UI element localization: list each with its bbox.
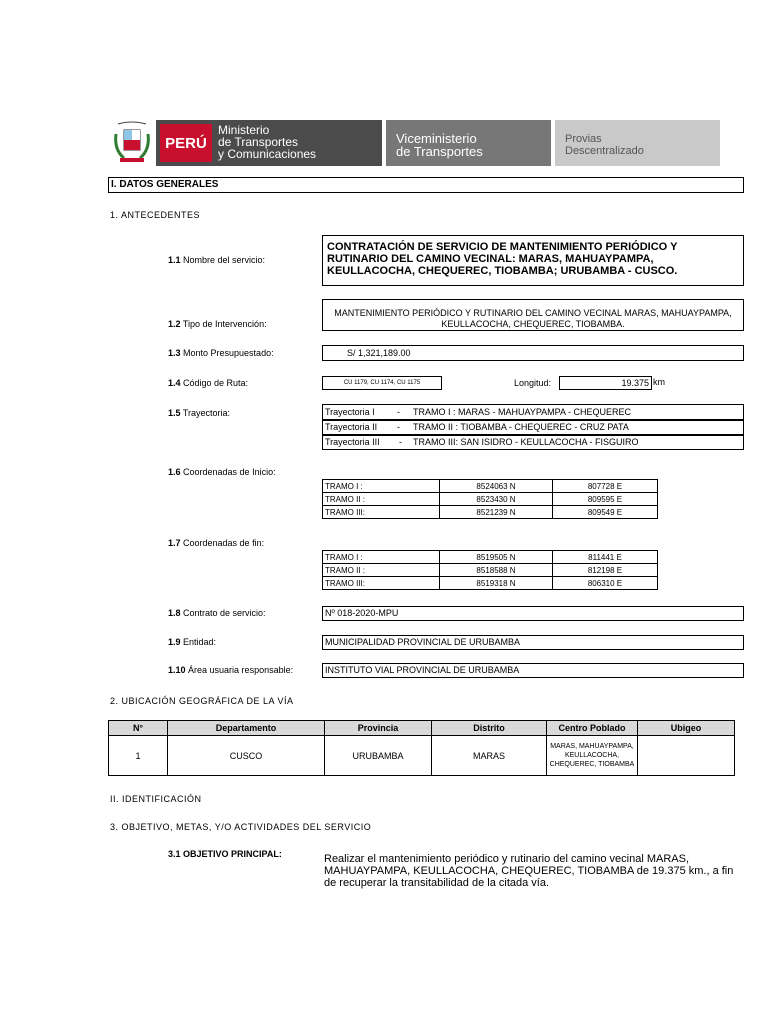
objetivo-text: Realizar el mantenimiento periódico y rutinario del camino vecinal MARAS, MAHUAYPAMPA, KEULLACOCHA, CHEQUEREC, TIOBAMBA de 19.375 km., a fin de recuperar la transitabilidad de la citada vía. — [324, 853, 734, 889]
entidad-value: MUNICIPALIDAD PROVINCIAL DE URUBAMBA — [322, 635, 744, 650]
identificacion-heading: II. IDENTIFICACIÓN — [110, 794, 202, 804]
provias-logo: Provias Descentralizado — [555, 120, 720, 166]
area-label: 1.10 Área usuaria responsable: — [168, 665, 294, 675]
tipo-value: MANTENIMIENTO PERIÓDICO Y RUTINARIO DEL CAMINO VECINAL MARAS, MAHUAYPAMPA, KEULLACOCHA, CHEQUEREC, TIOBAMBA. — [322, 299, 744, 331]
table-row: TRAMO III: 8521239 N 809549 E — [323, 506, 658, 519]
longitud-unit: km — [653, 377, 665, 387]
area-value: INSTITUTO VIAL PROVINCIAL DE URUBAMBA — [322, 663, 744, 678]
trayectoria-row: Trayectoria I - TRAMO I : MARAS - MAHUAYPAMPA - CHEQUEREC — [322, 404, 744, 420]
coord-inicio-table — [322, 479, 658, 519]
table-row: TRAMO II : 8523430 N 809595 E — [323, 493, 658, 506]
table-row: TRAMO I : 8519505 N 811441 E — [323, 551, 658, 564]
trayectoria-row: Trayectoria III - TRAMO III: SAN ISIDRO - KEULLACOCHA - FISGUIRO — [322, 435, 744, 450]
codigo-label: 1.4 Código de Ruta: — [168, 378, 249, 388]
coord-fin-table — [322, 550, 658, 590]
table-row: TRAMO III: 8519318 N 806310 E — [323, 577, 658, 590]
longitud-value: 19.375 — [559, 376, 652, 390]
monto-label: 1.3 Monto Presupuestado: — [168, 348, 274, 358]
ministerio-label: Ministerio de Transportes y Comunicaciones — [218, 123, 317, 161]
nombre-label: 1.1 Nombre del servicio: — [168, 255, 266, 265]
section-title-datos-generales: I. DATOS GENERALES — [108, 177, 744, 193]
nombre-value: CONTRATACIÓN DE SERVICIO DE MANTENIMIENTO PERIÓDICO Y RUTINARIO DEL CAMINO VECINAL: MARAS, MAHUAYPAMPA, KEULLACOCHA, CHEQUEREC, TIOBAMBA; URUBAMBA - CUSCO. — [322, 235, 744, 286]
entidad-label: 1.9 Entidad: — [168, 637, 217, 647]
trayectoria-label: 1.5 Trayectoria: — [168, 408, 231, 418]
peru-coat-of-arms-icon — [110, 120, 154, 166]
objetivo-label: 3.1 OBJETIVO PRINCIPAL: — [168, 849, 282, 859]
monto-value: S/ 1,321,189.00 — [322, 345, 744, 361]
ubicacion-heading: 2. UBICACIÓN GEOGRÁFICA DE LA VÍA — [110, 696, 294, 706]
table-row: 1 CUSCO URUBAMBA MARAS MARAS, MAHUAYPAMPA, KEULLACOCHA, CHEQUEREC, TIOBAMBA — [109, 736, 735, 776]
table-row: TRAMO II : 8518588 N 812198 E — [323, 564, 658, 577]
ubicacion-table — [108, 720, 735, 776]
table-header-row: N° Departamento Provincia Distrito Centro Poblado Ubigeo — [109, 721, 735, 736]
table-row: TRAMO I : 8524063 N 807728 E — [323, 480, 658, 493]
contrato-label: 1.8 Contrato de servicio: — [168, 608, 266, 618]
antecedentes-heading: 1. ANTECEDENTES — [110, 210, 201, 220]
contrato-value: Nº 018-2020-MPU — [322, 606, 744, 621]
trayectoria-row: Trayectoria II - TRAMO II : TIOBAMBA - CHEQUEREC - CRUZ PATA — [322, 420, 744, 435]
tipo-label: 1.2 Tipo de Intervención: — [168, 319, 267, 329]
viceministerio-logo: Viceministerio de Transportes — [386, 120, 551, 166]
peru-label: PERÚ — [160, 124, 212, 162]
mtc-logo — [156, 120, 382, 166]
coord-fin-label: 1.7 Coordenadas de fin: — [168, 538, 265, 548]
codigo-value: CU 1179, CU 1174, CU 1175 — [322, 376, 442, 390]
longitud-label: Longitud: — [514, 378, 552, 388]
objetivo-heading: 3. OBJETIVO, METAS, Y/O ACTIVIDADES DEL SERVICIO — [110, 822, 372, 832]
coord-inicio-label: 1.6 Coordenadas de Inicio: — [168, 467, 276, 477]
